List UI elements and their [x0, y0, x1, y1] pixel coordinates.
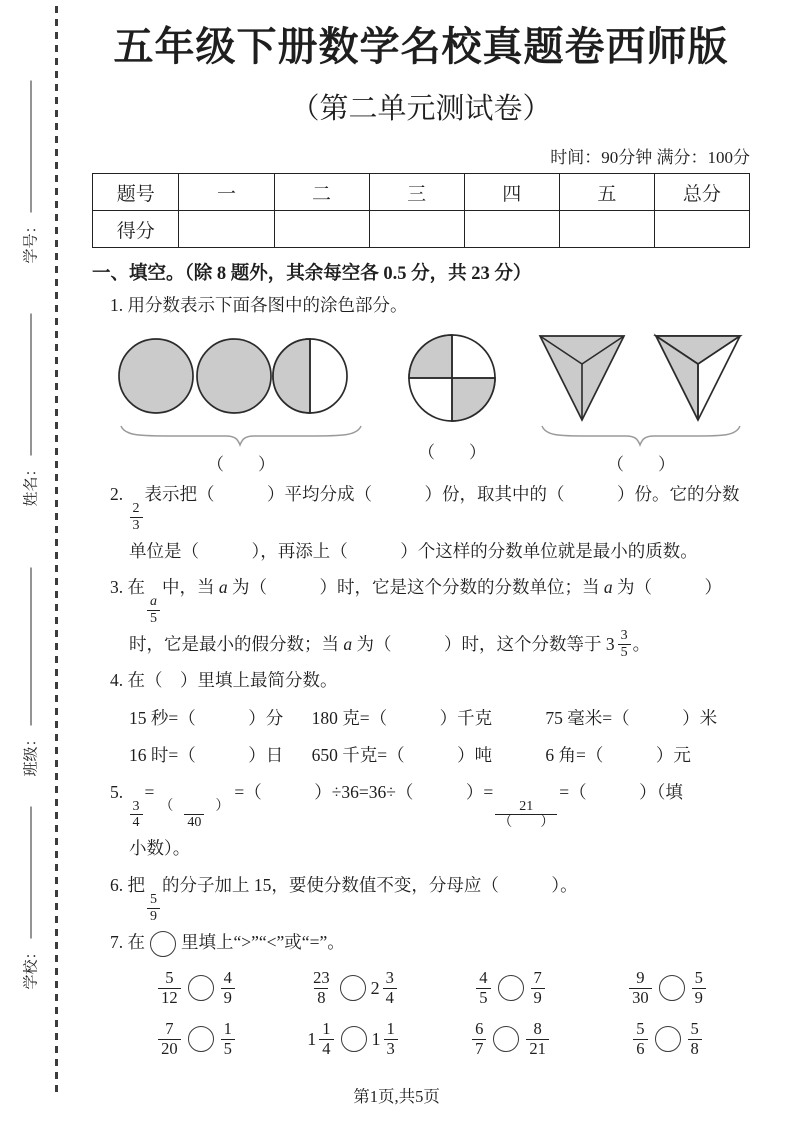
figure-1-answer-blank: （ ） — [207, 454, 275, 474]
fraction: $\frac{9}{30}$ — [629, 969, 652, 1007]
school-blank-line — [29, 806, 32, 938]
score-header-cell: 三 — [369, 174, 464, 211]
score-table-score-row — [93, 211, 750, 248]
q4-item: 16 时=（ ）日 — [129, 745, 284, 766]
mixed-number: 1 $\frac{1}{3}$ — [372, 1020, 400, 1058]
fraction: $\frac{5}{6}$ — [633, 1020, 647, 1058]
score-header-cell: 四 — [464, 174, 559, 211]
figure-two-triangles — [538, 328, 744, 475]
exam-title: 五年级下册数学名校真题卷西师版 — [113, 24, 729, 69]
fraction: $\frac{6}{7}$ — [472, 1020, 486, 1058]
score-header-cell: 五 — [559, 174, 654, 211]
fraction: $\frac{a}{5}$ — [147, 594, 160, 626]
score-header-cell: 一 — [179, 174, 274, 211]
question-5: 5. $\frac{3}{4}$ = $\frac{( )}{40}$ =（ ）÷36=36÷（ ）= $\frac{21}{( )}$ =（ ）（填 小数）。 — [110, 781, 683, 859]
comparison-item — [118, 969, 275, 1007]
student-id-label: 学号： — [22, 218, 40, 264]
section-1-number: 一、填空。 — [92, 262, 185, 283]
mixed-number: 3 $\frac{3}{5}$ — [606, 627, 633, 663]
fraction: $\frac{21}{( )}$ — [495, 799, 557, 831]
figure-2-answer-blank: （ ） — [418, 442, 486, 462]
comparison-circle-icon — [659, 975, 685, 1001]
name-blank-line — [29, 313, 32, 455]
three-circles-drawing — [116, 328, 366, 454]
figure-3-answer-blank: （ ） — [607, 454, 675, 474]
question-2: 2. $\frac{2}{3}$ 表示把（ ）平均分成（ ）份，取其中的（ ）份。它的分数 单位是（ ），再添上（ ）个这样的分数单位就是最小的质数。 — [110, 484, 740, 561]
score-header-cell: 二 — [274, 174, 369, 211]
figure-quadrant-circle — [397, 328, 507, 463]
fraction: $\frac{5}{12}$ — [158, 969, 181, 1007]
question-4: 4. 在（ ）里填上最简分数。 — [110, 670, 338, 691]
score-row-label: 得分 — [93, 211, 179, 248]
comparison-circle-icon — [493, 1026, 519, 1052]
comparison-item — [118, 1020, 275, 1058]
score-table-header-row — [93, 174, 750, 211]
fraction: $\frac{2}{3}$ — [130, 501, 143, 533]
comparison-circle-icon — [341, 1026, 367, 1052]
question-1-figures — [116, 328, 744, 475]
fraction: $\frac{23}{8}$ — [313, 968, 330, 1007]
binding-dashed-line — [55, 6, 58, 1096]
mixed-number: 1 $\frac{1}{4}$ — [307, 1020, 335, 1058]
q4-item: 15 秒=（ ）分 — [129, 708, 284, 729]
fraction: $\frac{5}{9}$ — [692, 969, 706, 1007]
question-4-items — [129, 700, 750, 774]
score-empty-cell — [559, 211, 654, 248]
comparison-item — [589, 1020, 746, 1058]
comparison-item — [432, 1020, 589, 1058]
fraction: $\frac{5}{8}$ — [688, 1020, 702, 1058]
comparison-item — [275, 969, 432, 1007]
quadrant-circle-drawing — [397, 328, 507, 442]
score-empty-cell — [179, 211, 274, 248]
figure-three-circles — [116, 328, 366, 475]
student-id-blank-line — [29, 80, 32, 212]
side-field-student-id — [20, 80, 41, 263]
fraction: $\frac{3}{4}$ — [130, 799, 143, 831]
q4-item: 650 千克=（ ）吨 — [311, 745, 493, 766]
mixed-number: 2 $\frac{3}{4}$ — [371, 969, 399, 1007]
question-6: 6. 把 $\frac{5}{9}$ 的分子加上 15，要使分数值不变，分母应（ ）。 — [110, 874, 578, 924]
q4-item: 180 克=（ ）千克 — [311, 708, 493, 729]
fraction: $\frac{1}{5}$ — [221, 1020, 235, 1058]
school-label: 学校： — [22, 944, 40, 990]
comparison-item — [432, 969, 589, 1007]
q4-item: 6 角=（ ）元 — [545, 745, 691, 766]
class-label: 班级： — [22, 731, 40, 777]
question-3: 3. 在 $\frac{a}{5}$ 中，当 a 为（ ）时，它是这个分数的分数单位；当 a 为（ ） 时，它是最小的假分数；当 a 为（ ）时，这个分数等于 3 $\frac{3}{5}$ 。 — [92, 570, 750, 662]
two-triangles-drawing — [538, 328, 744, 454]
fraction: $\frac{4}{9}$ — [221, 969, 235, 1007]
score-empty-cell — [464, 211, 559, 248]
question-7: 7. 在 里填上“>”“<”或“=”。 — [92, 925, 750, 961]
comparison-circle-icon — [188, 1026, 214, 1052]
comparison-item — [589, 969, 746, 1007]
score-table — [92, 173, 750, 248]
question-7-comparisons — [118, 969, 746, 1058]
section-1-heading — [92, 259, 750, 285]
fraction: $\frac{( )}{40}$ — [159, 798, 230, 831]
comparison-circle-icon — [340, 975, 366, 1001]
fraction: $\frac{5}{9}$ — [147, 892, 160, 924]
exam-meta: 时间：90分钟 满分：100分 — [550, 148, 750, 167]
side-field-school — [20, 806, 41, 989]
name-label: 姓名： — [22, 461, 40, 507]
exam-subtitle: （第二单元测试卷） — [290, 93, 552, 125]
question-1: 1. 用分数表示下面各图中的涂色部分。 — [110, 295, 408, 315]
page-footer: 第1页,共5页 — [353, 1087, 440, 1106]
comparison-circle-icon — [150, 931, 176, 957]
fraction: $\frac{7}{9}$ — [531, 969, 545, 1007]
q4-item: 75 毫米=（ ）米 — [545, 708, 718, 729]
comparison-circle-icon — [498, 975, 524, 1001]
section-1-note: （除 8 题外，其余每空各 0.5 分，共 23 分） — [184, 264, 532, 284]
score-empty-cell — [274, 211, 369, 248]
score-header-cell: 题号 — [93, 174, 179, 211]
side-field-class — [20, 567, 41, 776]
comparison-circle-icon — [655, 1026, 681, 1052]
comparison-item — [275, 1020, 432, 1058]
main-content — [92, 0, 750, 1058]
score-empty-cell — [369, 211, 464, 248]
class-blank-line — [29, 567, 32, 725]
fraction: $\frac{7}{20}$ — [158, 1020, 181, 1058]
fraction: $\frac{8}{21}$ — [526, 1020, 549, 1058]
side-field-name — [20, 313, 41, 506]
comparison-circle-icon — [188, 975, 214, 1001]
score-empty-cell — [654, 211, 749, 248]
score-header-cell: 总分 — [654, 174, 749, 211]
fraction: $\frac{4}{5}$ — [476, 969, 490, 1007]
